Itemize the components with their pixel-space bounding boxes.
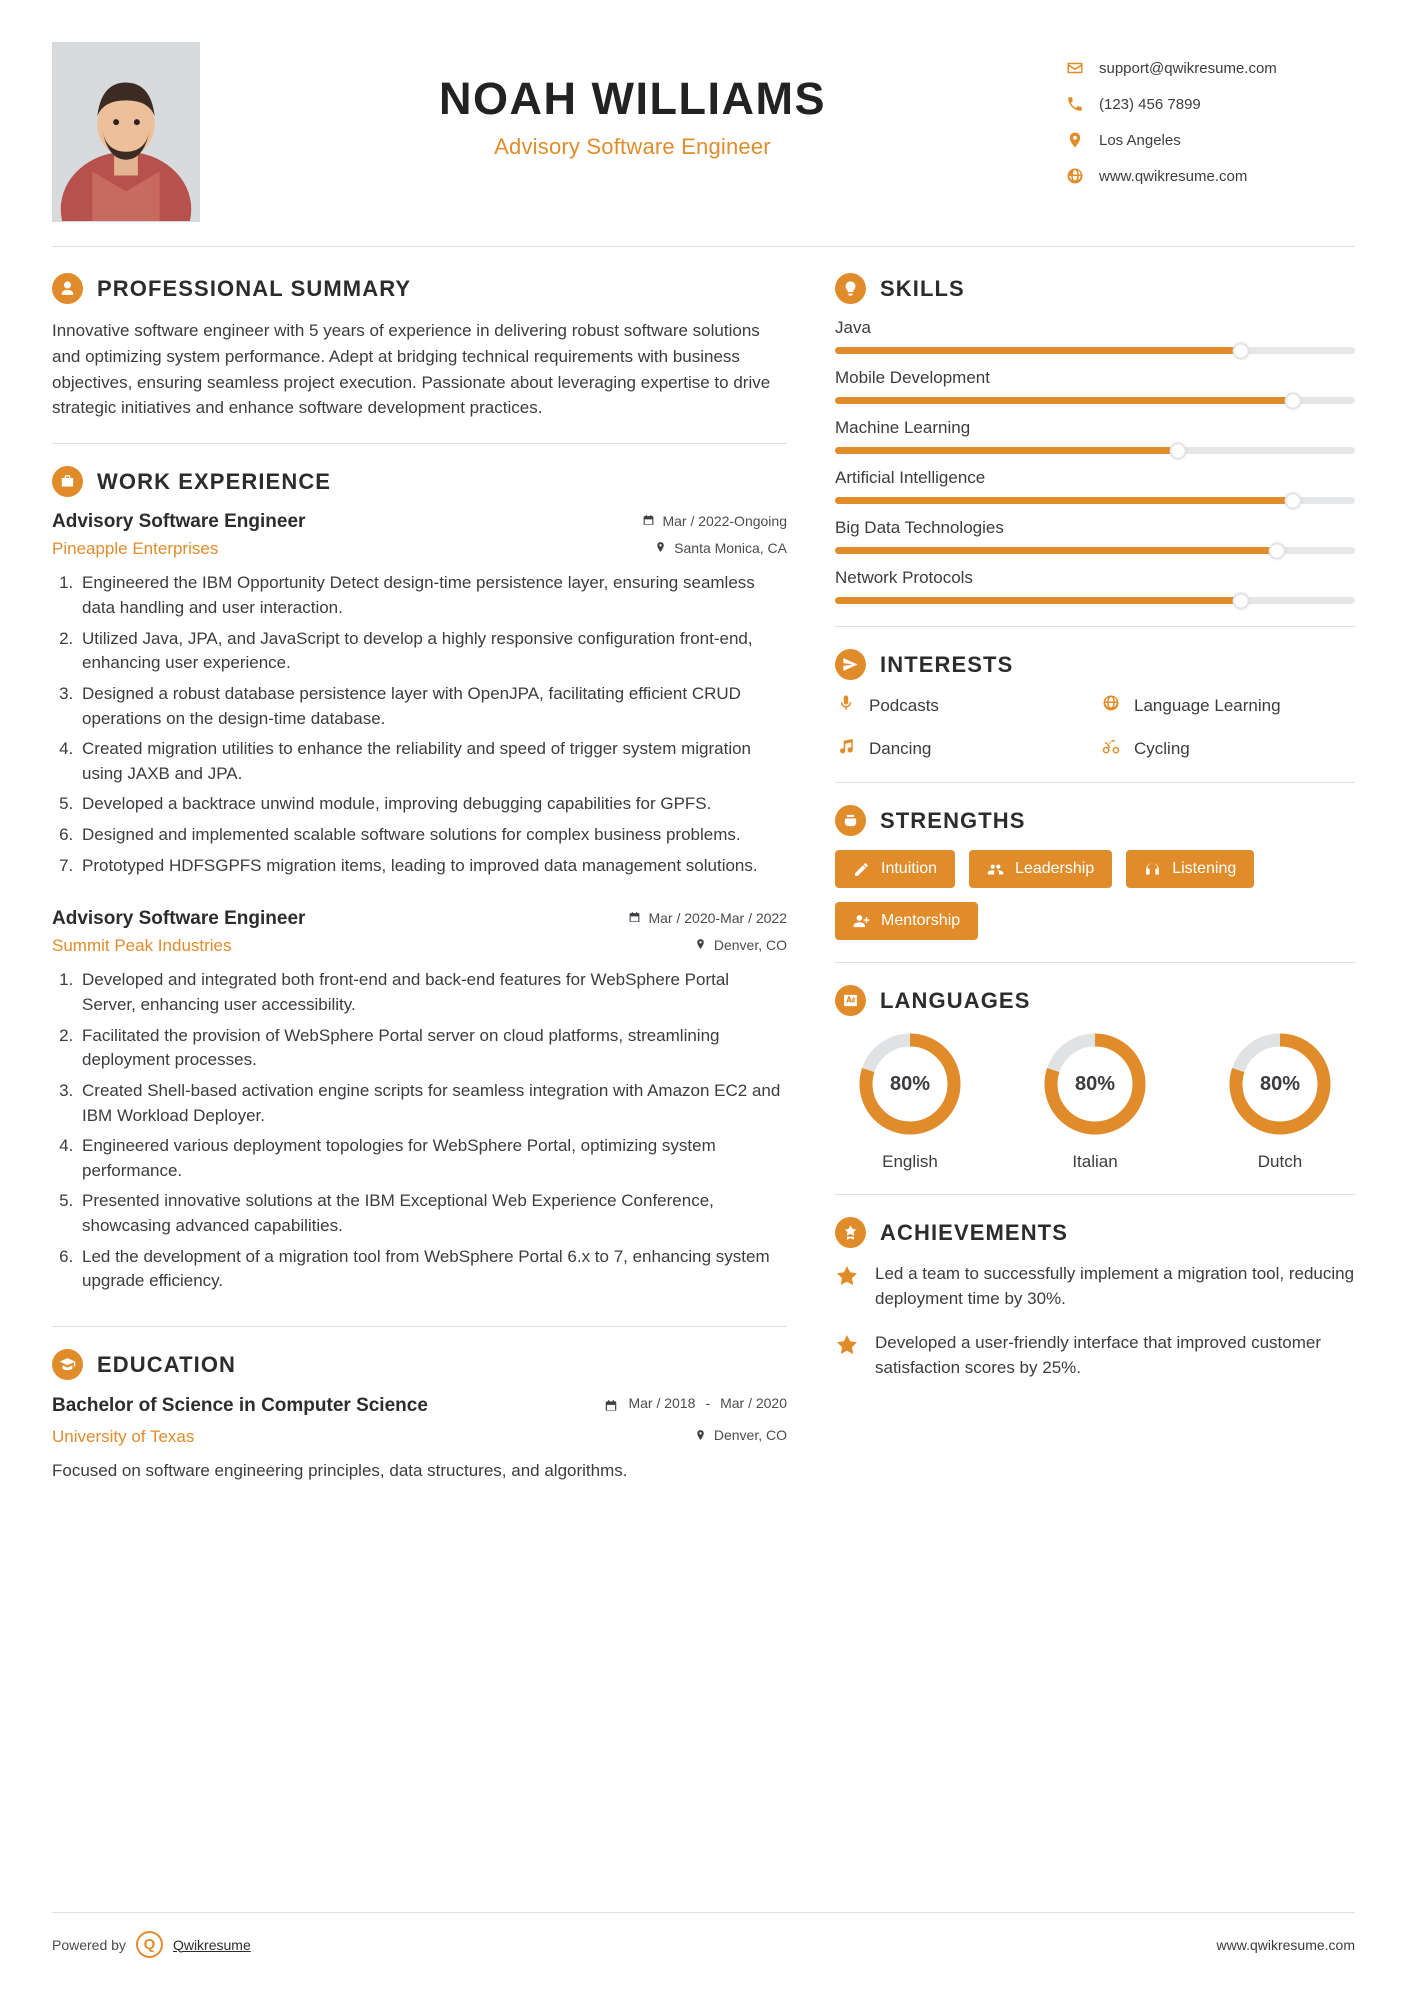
achievement-item [835, 1331, 1355, 1380]
globe-icon [1100, 694, 1122, 717]
map-marker-icon [654, 541, 667, 554]
language-donut [856, 1030, 964, 1138]
work-item-location-text: Denver, CO [713, 936, 787, 953]
education-description: Focused on software engineering principles, data structures, and algorithms. [52, 1460, 628, 1480]
microphone-icon [835, 694, 857, 717]
education-date-sep: - [705, 1395, 711, 1412]
education-item-top [52, 1394, 787, 1419]
list-item: 4. Engineered various deployment topologies for WebSphere Portal, optimizing system performance. [78, 1134, 787, 1183]
interest-label: Language Learning [1134, 695, 1281, 715]
strength-label: Mentorship [881, 912, 961, 929]
list-item: 3. Created Shell-based activation engine scripts for seamless integration with Amazon EC2 and IBM Workload Deployer. [78, 1079, 787, 1128]
section-skills [835, 273, 1355, 604]
qwikresume-link[interactable]: Qwikresume [172, 1936, 251, 1953]
users-icon [987, 861, 1004, 878]
list-item: 5. Presented innovative solutions at the IBM Exceptional Web Experience Conference, showcasing advanced capabilities. [78, 1189, 787, 1238]
language-item [835, 1030, 985, 1172]
contact-phone-text: (123) 456 7899 [1099, 95, 1201, 113]
work-item-dates-text: Mar / 2022-Ongoing [662, 512, 787, 529]
strength-label: Leadership [1015, 860, 1095, 877]
strength-chip [969, 850, 1112, 888]
headphones-icon [1144, 861, 1161, 878]
fist-icon [835, 805, 866, 836]
section-work [52, 466, 787, 1294]
translate-icon [835, 985, 866, 1016]
education-date-start: Mar / 2018 [628, 1395, 696, 1412]
mail-icon [1065, 58, 1085, 78]
work-item-sub [52, 539, 787, 559]
education-item-sub [52, 1427, 787, 1447]
profile-photo [52, 42, 200, 222]
contact-email [1065, 58, 1355, 78]
list-item: 3. Designed a robust database persistence layer with OpenJPA, facilitating efficient CRUD operations on the design-time database. [78, 682, 787, 731]
lightbulb-icon [835, 273, 866, 304]
award-icon [835, 1217, 866, 1248]
section-summary [52, 273, 787, 421]
list-item: 1. Developed and integrated both front-end and back-end features for WebSphere Portal Server, enhancing user accessibility. [78, 968, 787, 1017]
contact-location [1065, 130, 1355, 150]
summary-text: Innovative software engineer with 5 years of experience in delivering robust software solutions and optimizing system performance. Adept at bridging technical requirements with business objectives, ensuring seamless project execution. Passionate about leveraging expertise to drive strategic initiatives and enhance software development practices. [52, 321, 771, 418]
user-plus-icon [853, 913, 870, 930]
skill-name: Java [835, 318, 871, 337]
phone-icon [1065, 94, 1085, 114]
section-languages [835, 985, 1355, 1172]
briefcase-icon [52, 466, 83, 497]
education-date-end: Mar / 2020 [720, 1395, 787, 1412]
strengths-title: STRENGTHS [880, 807, 1026, 833]
language-name: English [882, 1152, 938, 1171]
work-header [52, 466, 787, 497]
work-item-dates [642, 513, 787, 529]
education-item [52, 1394, 787, 1483]
strength-label: Listening [1172, 860, 1237, 877]
interest-item [1100, 737, 1355, 760]
strength-label: Intuition [881, 860, 938, 877]
skill-bar [835, 547, 1355, 554]
left-column [52, 273, 787, 1491]
achievement-text: Led a team to successfully implement a migration tool, reducing deployment time by 30%. [875, 1264, 1355, 1308]
list-item: 5. Developed a backtrace unwind module, improving debugging capabilities for GPFS. [78, 792, 787, 817]
language-item [1205, 1030, 1355, 1172]
map-marker-icon [694, 938, 707, 951]
calendar-icon [642, 514, 655, 527]
paper-plane-icon [835, 649, 866, 680]
powered-by [52, 1931, 251, 1958]
globe-icon [1065, 166, 1085, 186]
work-item-location [654, 540, 787, 556]
achievements-title: ACHIEVEMENTS [880, 1219, 1068, 1245]
work-item-top [52, 908, 787, 930]
work-item-dates [628, 910, 787, 926]
language-percent: 80% [889, 1072, 931, 1095]
languages-header [835, 985, 1355, 1016]
strengths-list [835, 850, 1355, 940]
achievement-item [835, 1262, 1355, 1311]
skills-title: SKILLS [880, 275, 965, 301]
contact-website [1065, 166, 1355, 186]
calendar-icon [628, 911, 641, 924]
work-item [52, 511, 787, 878]
interests-header [835, 649, 1355, 680]
star-icon [835, 1262, 861, 1311]
work-item-top [52, 511, 787, 533]
divider-skills-interests [835, 626, 1355, 627]
language-donut [1041, 1030, 1149, 1138]
divider-work-education [52, 1326, 787, 1327]
list-item: 2. Facilitated the provision of WebSphere Portal server on cloud platforms, streamlining deployment processes. [78, 1024, 787, 1073]
list-item: 7. Prototyped HDFSGPFS migration items, leading to improved data management solutions. [78, 854, 787, 879]
interest-item [835, 737, 1090, 760]
interest-item [835, 694, 1090, 717]
work-item-company: Pineapple Enterprises [52, 539, 219, 559]
pen-icon [853, 861, 870, 878]
education-location [694, 1427, 787, 1443]
user-circle-icon [52, 273, 83, 304]
powered-by-label: Powered by [52, 1936, 126, 1953]
interests-grid [835, 694, 1355, 760]
education-location-text: Denver, CO [713, 1427, 787, 1444]
language-name: Dutch [1257, 1152, 1303, 1171]
divider-interests-strengths [835, 782, 1355, 783]
skill-bar [835, 497, 1355, 504]
education-dates [604, 1394, 787, 1413]
work-item-company: Summit Peak Industries [52, 936, 232, 956]
contact-website-text: www.qwikresume.com [1099, 167, 1248, 185]
skills-header [835, 273, 1355, 304]
work-item-dates-text: Mar / 2020-Mar / 2022 [648, 909, 787, 926]
education-title: EDUCATION [97, 1351, 237, 1377]
location-pin-icon [1065, 130, 1085, 150]
section-achievements [835, 1217, 1355, 1381]
resume-header [52, 34, 1355, 224]
work-item-title: Advisory Software Engineer [52, 511, 306, 533]
skill-item [835, 568, 1355, 604]
interest-label: Podcasts [869, 695, 939, 715]
work-item [52, 908, 787, 1294]
interest-label: Cycling [1134, 738, 1190, 758]
skill-name: Machine Learning [835, 418, 971, 437]
star-icon [835, 1331, 861, 1380]
graduation-cap-icon [52, 1349, 83, 1380]
footer-divider [52, 1912, 1355, 1913]
interest-item [1100, 694, 1355, 717]
strength-chip [835, 902, 978, 940]
skill-name: Mobile Development [835, 368, 990, 387]
skill-item [835, 468, 1355, 504]
list-item: 2. Utilized Java, JPA, and JavaScript to develop a highly responsive configuration front-end, enhancing user experience. [78, 627, 787, 676]
work-item-sub [52, 936, 787, 956]
resume-footer [52, 1912, 1355, 1958]
achievements-header [835, 1217, 1355, 1248]
footer-website: www.qwikresume.com [1216, 1936, 1355, 1953]
list-item: 6. Led the development of a migration tool from WebSphere Portal 6.x to 7, enhancing system upgrade efficiency. [78, 1245, 787, 1294]
language-donut [1226, 1030, 1334, 1138]
language-percent: 80% [1259, 1072, 1301, 1095]
work-title: WORK EXPERIENCE [97, 468, 332, 494]
skill-bar [835, 447, 1355, 454]
skill-name: Network Protocols [835, 568, 973, 587]
strength-chip [1126, 850, 1254, 888]
language-item [1020, 1030, 1170, 1172]
work-item-bullets [78, 968, 787, 1294]
list-item: 1. Engineered the IBM Opportunity Detect design-time persistence layer, ensuring seamless data handling and user interaction. [78, 571, 787, 620]
candidate-name: NOAH WILLIAMS [439, 73, 826, 124]
language-percent: 80% [1074, 1072, 1116, 1095]
list-item: 6. Designed and implemented scalable software solutions for complex business problems. [78, 823, 787, 848]
contact-email-text: support@qwikresume.com [1099, 59, 1277, 77]
contact-list [1065, 42, 1355, 186]
skill-item [835, 318, 1355, 354]
summary-header [52, 273, 787, 304]
contact-location-text: Los Angeles [1099, 131, 1181, 149]
work-item-location [694, 937, 787, 953]
skill-item [835, 418, 1355, 454]
divider-languages-achievements [835, 1194, 1355, 1195]
candidate-role: Advisory Software Engineer [494, 133, 771, 159]
music-note-icon [835, 737, 857, 760]
work-item-title: Advisory Software Engineer [52, 908, 306, 930]
work-item-location-text: Santa Monica, CA [674, 539, 787, 556]
list-item: 4. Created migration utilities to enhance the reliability and speed of trigger system migration using JAXB and JPA. [78, 737, 787, 786]
bicycle-icon [1100, 737, 1122, 760]
right-column [835, 273, 1355, 1491]
skill-bar [835, 397, 1355, 404]
languages-title: LANGUAGES [880, 987, 1031, 1013]
interest-label: Dancing [869, 738, 932, 758]
skill-bar [835, 597, 1355, 604]
languages-list [835, 1030, 1355, 1172]
education-header [52, 1349, 787, 1380]
map-marker-icon [694, 1429, 707, 1442]
language-name: Italian [1072, 1152, 1118, 1171]
achievement-text: Developed a user-friendly interface that improved customer satisfaction scores by 25%. [875, 1333, 1321, 1377]
contact-phone [1065, 94, 1355, 114]
skill-item [835, 368, 1355, 404]
name-block [200, 42, 1065, 160]
education-school: University of Texas [52, 1426, 195, 1446]
footer-row [52, 1931, 1355, 1958]
strengths-header [835, 805, 1355, 836]
resume-body [52, 247, 1355, 1491]
section-strengths [835, 805, 1355, 940]
divider-strengths-languages [835, 962, 1355, 963]
qwikresume-logo-icon: Q [136, 1931, 163, 1958]
strength-chip [835, 850, 955, 888]
calendar-icon [604, 1399, 618, 1413]
section-interests [835, 649, 1355, 760]
interests-title: INTERESTS [880, 651, 1014, 677]
education-degree: Bachelor of Science in Computer Science [52, 1395, 428, 1417]
summary-title: PROFESSIONAL SUMMARY [97, 275, 412, 301]
skill-item [835, 518, 1355, 554]
skill-name: Artificial Intelligence [835, 468, 986, 487]
work-item-bullets [78, 571, 787, 878]
skill-name: Big Data Technologies [835, 518, 1004, 537]
skill-bar [835, 347, 1355, 354]
section-education [52, 1349, 787, 1483]
divider-summary-work [52, 443, 787, 444]
